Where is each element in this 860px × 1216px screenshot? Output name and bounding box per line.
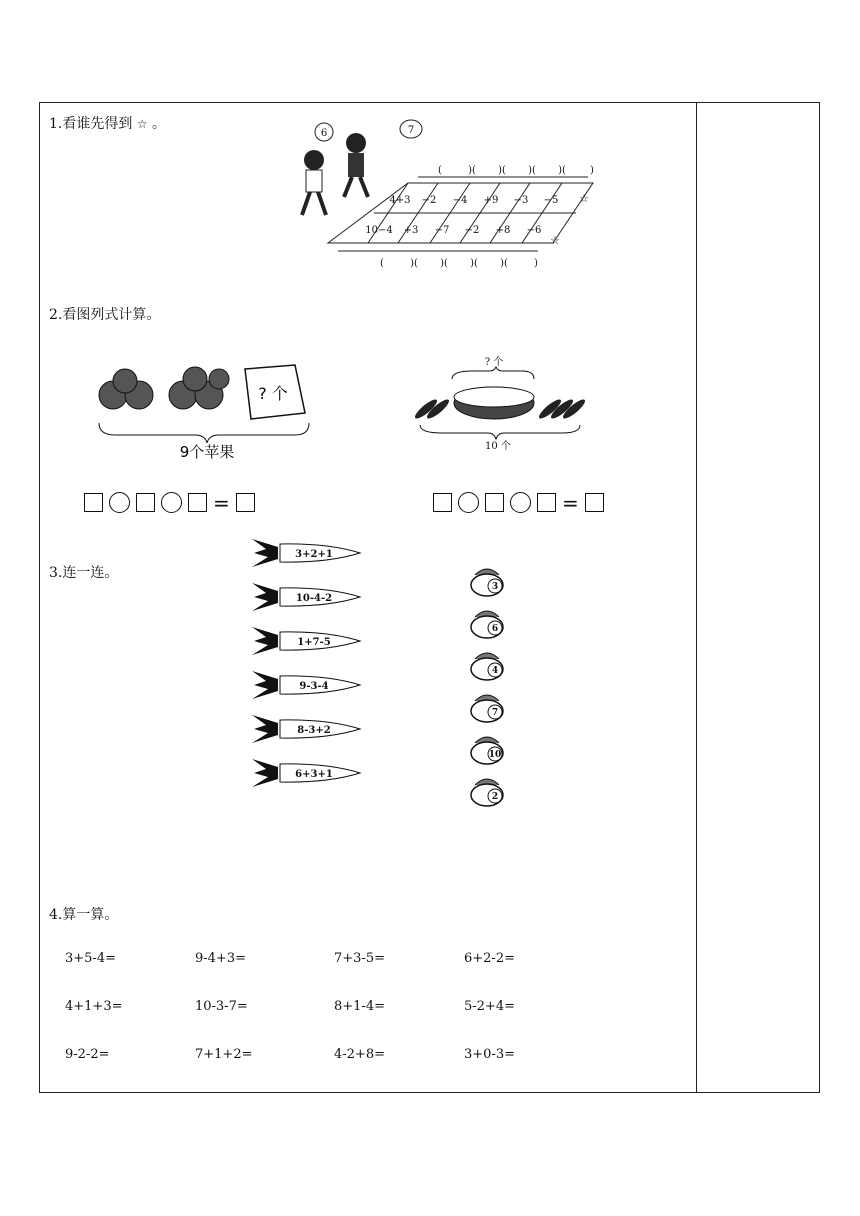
boy-figure — [302, 150, 326, 215]
equals-sign: = — [562, 490, 579, 515]
operator-circle[interactable] — [109, 492, 130, 513]
girl-figure — [344, 133, 368, 197]
grid-cell-bottom: −7 — [434, 225, 450, 236]
carrot-leaves-icon — [252, 671, 278, 699]
answer-box[interactable] — [433, 493, 452, 512]
calc-problem: 6+2-2= — [464, 951, 515, 966]
corn-picture — [412, 353, 592, 453]
bubble-left-number: 6 — [320, 128, 328, 139]
q1-title — [49, 113, 166, 133]
carrot-leaves-icon — [252, 715, 278, 743]
carrot-label: 10-4-2 — [295, 593, 333, 604]
grid-cell-bottom: −2 — [464, 225, 480, 236]
answer-paren-bottom: )( — [410, 258, 418, 269]
calc-problem: 3+0-3= — [464, 1047, 515, 1062]
bag-label: ? 个 — [258, 384, 288, 403]
q3-title: 3.连一连。 — [49, 565, 119, 581]
carrot-label: 3+2+1 — [295, 549, 333, 560]
answer-box[interactable] — [585, 493, 604, 512]
answer-paren-top: ( — [438, 165, 442, 176]
operator-circle[interactable] — [161, 492, 182, 513]
bubble-right-number: 7 — [407, 125, 415, 136]
grid-cell-top: 4+3 — [389, 195, 411, 206]
grid-cell-top: −3 — [513, 195, 529, 206]
grid-cell-top: −5 — [543, 195, 559, 206]
column-divider — [696, 103, 697, 1092]
calc-problem: 9-4+3= — [195, 951, 246, 966]
equals-sign: = — [213, 490, 230, 515]
rabbit-number: 3 — [491, 582, 499, 592]
calc-problem: 7+3-5= — [334, 951, 385, 966]
carrot-label: 1+7-5 — [297, 637, 331, 648]
star-icon: ☆ — [136, 117, 148, 131]
q2-answer-left — [84, 492, 255, 513]
corn-bottom-label: 10 个 — [485, 441, 511, 452]
star-icon: ☆ — [579, 192, 589, 205]
carrot-leaves-icon — [252, 583, 278, 611]
calc-problem: 8+1-4= — [334, 999, 385, 1014]
grid-cell-bottom: 10−4 — [365, 225, 393, 236]
carrot-leaves-icon — [252, 759, 278, 787]
apples-brace — [99, 423, 309, 443]
carrot-leaves-icon — [252, 627, 278, 655]
rabbit-number: 7 — [491, 708, 499, 718]
answer-paren-top: )( — [468, 165, 476, 176]
q2-answer-right — [433, 492, 604, 513]
answer-box[interactable] — [84, 493, 103, 512]
apples-label: 9个苹果 — [179, 443, 235, 461]
answer-paren-bottom: )( — [440, 258, 448, 269]
grid-cell-top: +9 — [483, 195, 499, 206]
carrot-leaves-icon — [252, 539, 278, 567]
apple-icon — [99, 367, 229, 409]
corn-top-label: ? 个 — [484, 357, 504, 368]
calc-problem: 9-2-2= — [65, 1047, 110, 1062]
answer-box[interactable] — [485, 493, 504, 512]
answer-paren-bottom: )( — [500, 258, 508, 269]
calc-problem: 4-2+8= — [334, 1047, 385, 1062]
answer-paren-bottom: ) — [534, 258, 538, 269]
q1-title-text: 1.看谁先得到 — [49, 116, 133, 132]
answer-paren-top: )( — [558, 165, 566, 176]
answer-paren-top: )( — [528, 165, 536, 176]
star-icon: ☆ — [550, 234, 560, 247]
q2-title: 2.看图列式计算。 — [49, 307, 161, 323]
calc-problem: 4+1+3= — [65, 999, 123, 1014]
worksheet-table — [39, 102, 820, 1093]
answer-paren-bottom: ( — [380, 258, 384, 269]
answer-box[interactable] — [236, 493, 255, 512]
grid-cell-top: −2 — [421, 195, 437, 206]
grid-cell-bottom: +3 — [403, 225, 419, 236]
carrot-label: 8-3+2 — [297, 725, 331, 736]
rabbits-picture — [465, 563, 525, 833]
rabbit-number: 10 — [488, 750, 502, 760]
carrot-label: 9-3-4 — [299, 681, 329, 692]
q4-title: 4.算一算。 — [49, 907, 119, 923]
grid-cell-bottom: +8 — [495, 225, 511, 236]
answer-paren-top: )( — [498, 165, 506, 176]
answer-box[interactable] — [537, 493, 556, 512]
calc-problem: 5-2+4= — [464, 999, 515, 1014]
calc-problem: 10-3-7= — [195, 999, 248, 1014]
operator-circle[interactable] — [510, 492, 531, 513]
grid-cell-top: −4 — [452, 195, 468, 206]
answer-paren-top: ) — [590, 165, 594, 176]
rabbit-number: 4 — [491, 666, 499, 676]
operator-circle[interactable] — [458, 492, 479, 513]
grid-cell-bottom: −6 — [526, 225, 542, 236]
calc-problem: 3+5-4= — [65, 951, 116, 966]
q1-race-picture — [278, 115, 598, 275]
corn-bottom-brace — [420, 425, 580, 439]
answer-box[interactable] — [136, 493, 155, 512]
calc-problem: 7+1+2= — [195, 1047, 253, 1062]
answer-box[interactable] — [188, 493, 207, 512]
corn-top-brace — [452, 367, 534, 379]
rabbit-number: 2 — [491, 792, 499, 802]
answer-paren-bottom: )( — [470, 258, 478, 269]
carrot-label: 6+3+1 — [295, 769, 333, 780]
carrots-picture — [248, 533, 368, 803]
rabbit-number: 6 — [491, 624, 499, 634]
q1-title-period: 。 — [152, 116, 167, 132]
apples-picture — [95, 353, 325, 463]
